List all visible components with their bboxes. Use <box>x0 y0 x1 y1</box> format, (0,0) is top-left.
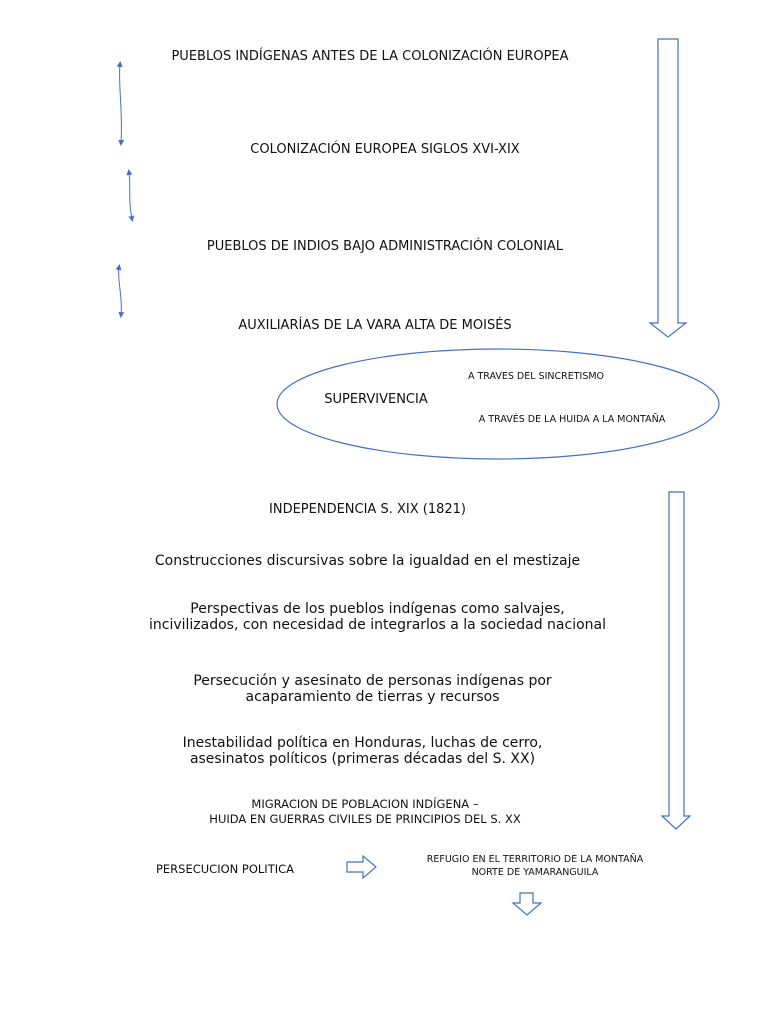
double-arrow-connector-3 <box>119 267 122 315</box>
step-migration-line-1: MIGRACION DE POBLACION INDÍGENA – <box>251 797 479 811</box>
step-vara-alta: AUXILIARÍAS DE LA VARA ALTA DE MOISÉS <box>238 318 512 333</box>
step-pre-colonial: PUEBLOS INDÍGENAS ANTES DE LA COLONIZACIÓN EUROPEA <box>171 49 569 64</box>
step-persecution-line-1: Persecución y asesinato de personas indígenas por <box>193 673 552 689</box>
step-perspectives-line-1: Perspectivas de los pueblos indígenas como salvajes, <box>190 601 565 617</box>
step-independence: INDEPENDENCIA S. XIX (1821) <box>269 502 466 517</box>
double-arrow-connector-1 <box>120 64 122 143</box>
step-perspectives-line-2: incivilizados, con necesidad de integrarlos a la sociedad nacional <box>149 617 606 633</box>
survival-title: SUPERVIVENCIA <box>324 392 428 407</box>
step-persecution-line-2: acaparamiento de tierras y recursos <box>245 689 500 705</box>
timeline-down-arrow-bottom <box>662 492 690 829</box>
step-discourse: Construcciones discursivas sobre la igualdad en el mestizaje <box>154 553 581 569</box>
double-arrow-connector-2 <box>129 172 132 219</box>
step-migration-line-2: HUIDA EN GUERRAS CIVILES DE PRINCIPIOS DEL S. XX <box>209 812 521 826</box>
political-persecution: PERSECUCION POLITICA <box>155 862 295 876</box>
step-colonization: COLONIZACIÓN EUROPEA SIGLOS XVI-XIX <box>250 142 520 157</box>
refuge-line-2: NORTE DE YAMARANGUILA <box>471 867 599 878</box>
right-arrow <box>347 856 376 878</box>
survival-mountain-flight: A TRAVÉS DE LA HUIDA A LA MONTAÑA <box>478 414 666 425</box>
step-instability-line-2: asesinatos políticos (primeras décadas del S. XX) <box>189 751 536 767</box>
step-instability-line-1: Inestabilidad política en Honduras, luchas de cerro, <box>182 735 543 751</box>
small-down-arrow <box>513 893 541 915</box>
step-colonial-administration: PUEBLOS DE INDIOS BAJO ADMINISTRACIÓN COLONIAL <box>206 239 564 254</box>
timeline-down-arrow-top <box>650 39 686 337</box>
survival-syncretism: A TRAVES DEL SINCRETISMO <box>467 371 605 382</box>
refuge-line-1: REFUGIO EN EL TERRITORIO DE LA MONTAÑA <box>426 854 644 865</box>
